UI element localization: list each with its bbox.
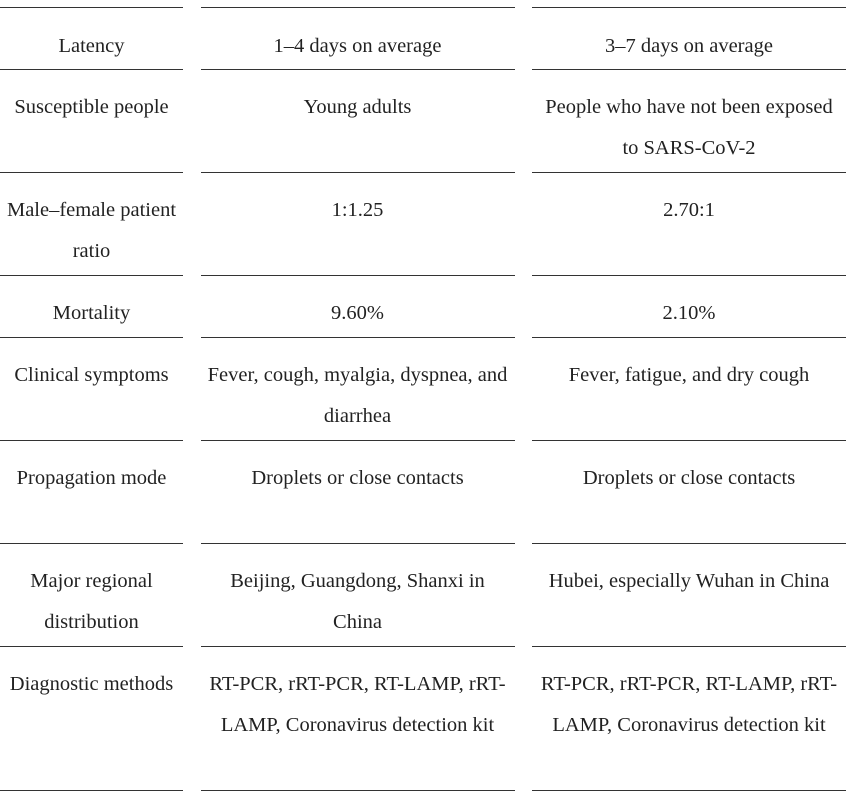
row-value-col1: Fever, cough, myalgia, dyspnea, and diarrhea (201, 338, 515, 441)
table-row (0, 173, 846, 276)
row-value-col1: Young adults (201, 70, 515, 173)
row-value-col2: People who have not been exposed to SARS-CoV-2 (532, 70, 846, 173)
row-value-col2: Fever, fatigue, and dry cough (532, 338, 846, 441)
row-value-col1: 1–4 days on average (201, 8, 515, 70)
table-row (0, 70, 846, 173)
row-value-col2: Droplets or close contacts (532, 441, 846, 544)
row-label: Diagnostic methods (0, 647, 183, 791)
comparison-table (0, 7, 846, 791)
row-label: Major regional distribution (0, 544, 183, 647)
row-label: Susceptible people (0, 70, 183, 173)
table-row (0, 338, 846, 441)
row-value-col1: 9.60% (201, 276, 515, 338)
row-value-col2: 2.70:1 (532, 173, 846, 276)
table-row (0, 276, 846, 338)
table-row (0, 8, 846, 70)
row-value-col1: Droplets or close contacts (201, 441, 515, 544)
row-value-col2: RT-PCR, rRT-PCR, RT-LAMP, rRT-LAMP, Coronavirus detection kit (532, 647, 846, 791)
row-value-col1: Beijing, Guangdong, Shanxi in China (201, 544, 515, 647)
row-label: Mortality (0, 276, 183, 338)
row-value-col2: Hubei, especially Wuhan in China (532, 544, 846, 647)
table-row (0, 544, 846, 647)
row-label: Clinical symptoms (0, 338, 183, 441)
row-label: Propagation mode (0, 441, 183, 544)
row-label: Male–female patient ratio (0, 173, 183, 276)
row-label: Latency (0, 8, 183, 70)
row-value-col1: RT-PCR, rRT-PCR, RT-LAMP, rRT-LAMP, Coronavirus detection kit (201, 647, 515, 791)
row-value-col1: 1:1.25 (201, 173, 515, 276)
row-value-col2: 2.10% (532, 276, 846, 338)
table-row (0, 441, 846, 544)
table-row (0, 647, 846, 791)
row-value-col2: 3–7 days on average (532, 8, 846, 70)
